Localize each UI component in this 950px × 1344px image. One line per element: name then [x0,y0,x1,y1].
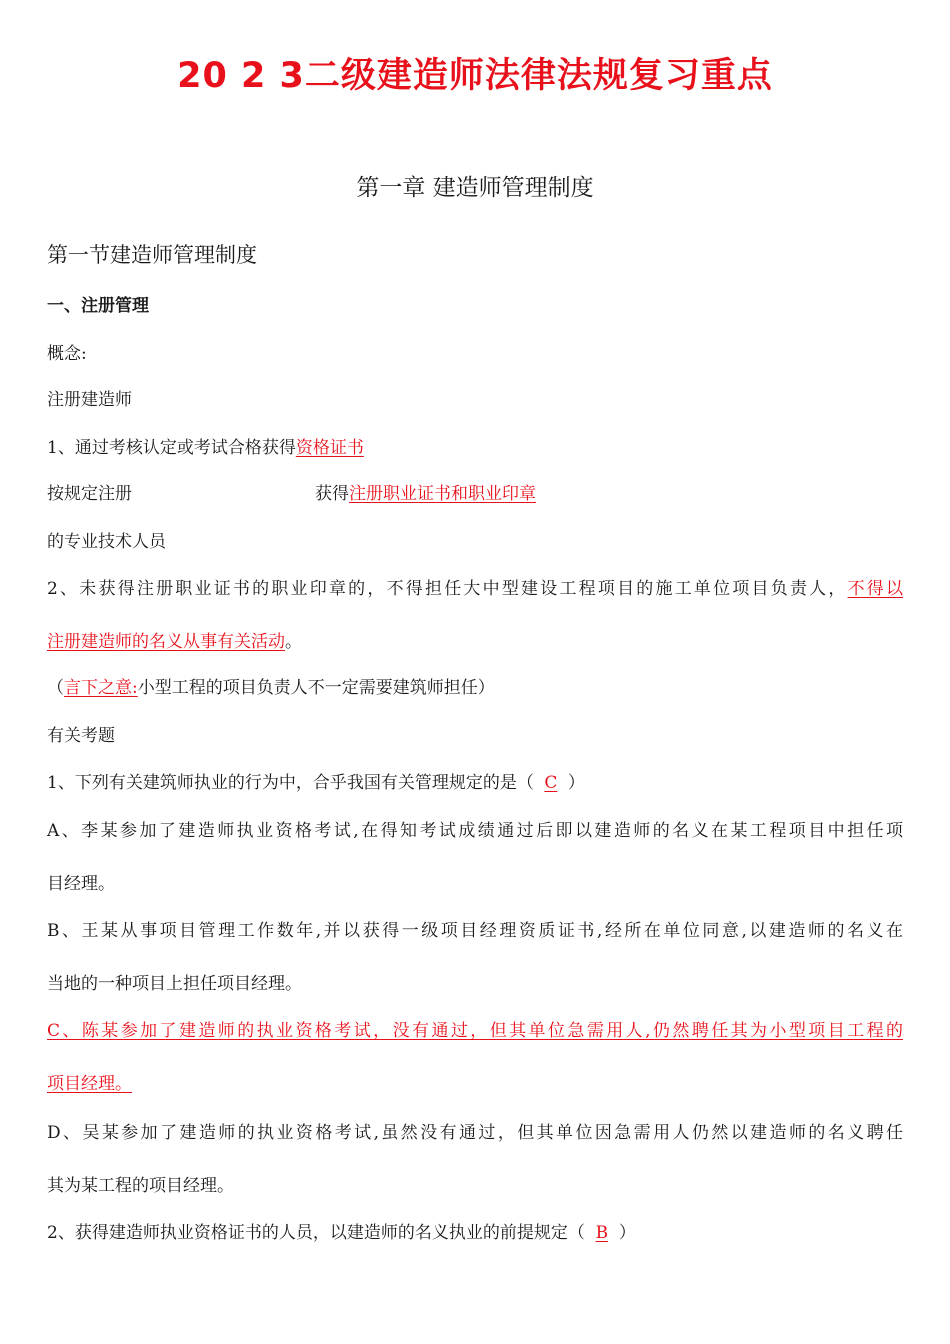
definition-line-3: 的专业技术人员 [47,532,166,552]
rule-2-text: 2、未获得注册职业证书的职业印章的，不得担任大中型建设工程项目的施工单位项目负责人， [47,579,848,599]
implication-note [47,676,495,700]
note-text: 小型工程的项目负责人不一定需要建筑师担任） [137,678,495,698]
option-c-line-2 [47,1072,132,1096]
definition-2-mid-text: 获得 [315,484,349,504]
option-b-line-2: 当地的一种项目上担任项目经理。 [47,974,302,994]
option-b-line-1: B、王某从事项目管理工作数年,并以获得一级项目经理资质证书,经所在单位同意,以建造师的名义在 [47,921,903,941]
note-open-paren: （ [47,678,64,698]
exam-label: 有关考题 [47,726,115,746]
rule-2-highlight-start: 不得以 [847,579,903,599]
question-1 [47,771,585,795]
option-a-line-1: A、李某参加了建造师执业资格考试,在得知考试成绩通过后即以建造师的名义在某工程项目中担任项 [47,821,903,841]
term-label: 注册建造师 [47,390,132,410]
concept-label: 概念: [47,344,87,364]
option-d-line-2: 其为某工程的项目经理。 [47,1176,234,1196]
subsection-heading: 一、注册管理 [47,296,149,316]
question-2-answer: B [595,1223,609,1243]
definition-2-highlight: 注册职业证书和职业印章 [349,484,536,504]
note-highlight: 言下之意: [64,678,138,698]
definition-2-text: 按规定注册 [47,484,132,504]
rule-2-suffix: 。 [285,632,302,652]
option-d-line-1: D、吴某参加了建造师的执业资格考试,虽然没有通过，但其单位因急需用人仍然以建造师的名义聘任 [47,1123,903,1143]
chapter-heading: 第一章 建造师管理制度 [356,175,594,201]
rule-2-line-1 [47,577,903,601]
option-c-line-1 [47,1019,903,1043]
definition-line-2 [47,482,536,506]
option-c-text-1: C、陈某参加了建造师的执业资格考试，没有通过，但其单位急需用人,仍然聘任其为小型项目工程的 [47,1021,903,1041]
rule-2-highlight-end: 注册建造师的名义从事有关活动 [47,632,285,652]
question-1-answer: C [544,773,558,793]
definition-1-highlight: 资格证书 [295,438,364,458]
question-2 [47,1221,636,1245]
option-a-line-2: 目经理。 [47,874,115,894]
option-c-text-2: 项目经理。 [47,1074,132,1094]
rule-2-line-2 [47,630,302,654]
definition-2-mid [315,482,536,506]
section-heading: 第一节建造师管理制度 [47,243,257,267]
question-1-text: 1、下列有关建筑师执业的行为中，合乎我国有关管理规定的是（ [47,773,534,793]
question-2-text: 2、获得建造师执业资格证书的人员，以建造师的名义执业的前提规定（ [47,1223,585,1243]
document-title: 20 2 3二级建造师法律法规复习重点 [177,56,773,96]
definition-line-1 [47,436,364,460]
definition-1-text: 1、通过考核认定或考试合格获得 [47,438,296,458]
question-1-close: ） [567,773,585,793]
question-2-close: ） [618,1223,636,1243]
